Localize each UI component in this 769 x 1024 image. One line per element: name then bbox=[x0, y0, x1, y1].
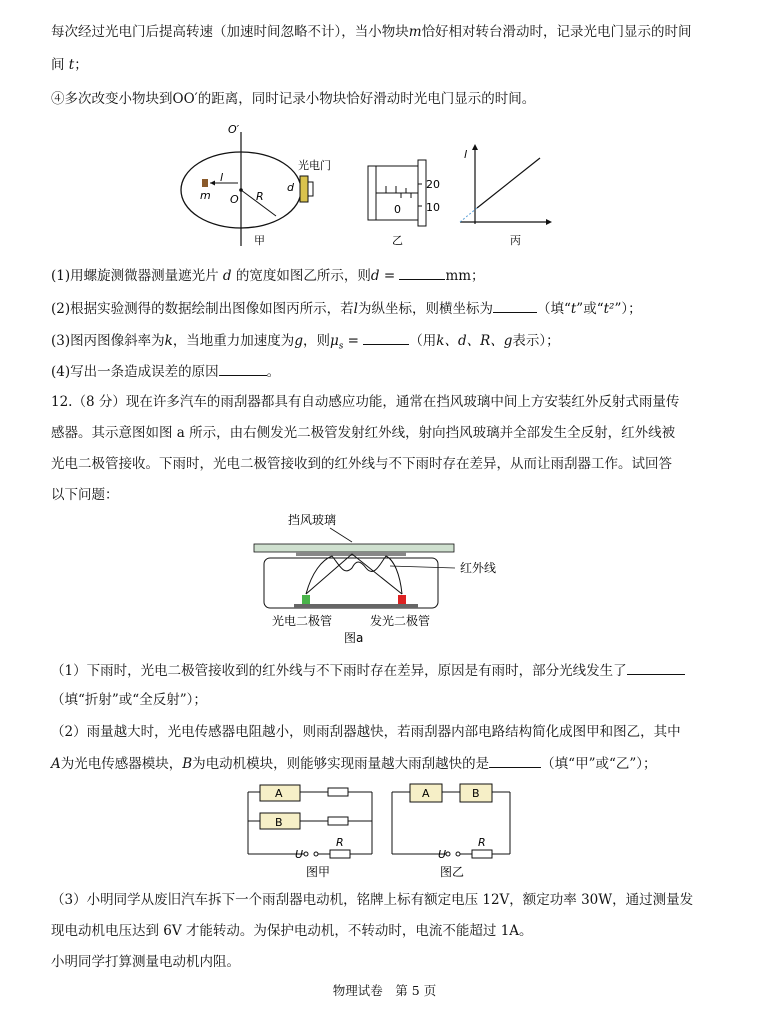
arrowhead bbox=[210, 181, 215, 186]
circuits bbox=[240, 778, 530, 882]
label-m: m bbox=[200, 189, 211, 202]
label-d: d bbox=[287, 181, 294, 194]
caption-bing: 丙 bbox=[510, 234, 521, 247]
label-R: R bbox=[336, 836, 344, 849]
text-line bbox=[51, 22, 692, 42]
text: = bbox=[379, 268, 400, 284]
graph-line bbox=[477, 158, 540, 208]
var-A: A bbox=[51, 756, 61, 772]
var-d: d bbox=[370, 268, 380, 284]
q4 bbox=[51, 361, 280, 382]
text: ”或“ bbox=[576, 301, 604, 317]
photodiode bbox=[302, 595, 310, 604]
step4-text: ④多次改变小物块到OO′的距离，同时记录小物块恰好滑动时光电门显示的时间。 bbox=[51, 91, 536, 107]
led bbox=[398, 595, 406, 604]
terminal bbox=[314, 852, 318, 856]
label-photogate: 光电门 bbox=[298, 159, 331, 172]
label-A: A bbox=[422, 787, 430, 800]
label-U: U bbox=[295, 848, 304, 861]
text: ，当地重力加速度为 bbox=[172, 333, 295, 349]
var-l: l bbox=[353, 301, 358, 317]
label-10: 10 bbox=[426, 201, 440, 214]
text: 表示）； bbox=[512, 333, 560, 349]
thimble bbox=[418, 160, 426, 226]
answer-blank[interactable] bbox=[627, 660, 685, 675]
caption-circuit-jia: 图甲 bbox=[306, 865, 331, 879]
text: （填“甲”或“乙”）； bbox=[541, 756, 657, 772]
windshield bbox=[254, 544, 454, 552]
label-0: 0 bbox=[394, 203, 401, 216]
pointer-line bbox=[390, 566, 455, 568]
terminal bbox=[456, 852, 460, 856]
sensor-box bbox=[264, 558, 438, 608]
s1-line2: （填“折射”或“全反射”）； bbox=[51, 692, 207, 708]
label-B: B bbox=[275, 816, 283, 829]
s2-line2 bbox=[51, 753, 657, 774]
text: (2)根据实验测得的数据绘制出图像如图丙所示，若 bbox=[51, 301, 354, 317]
var-k: k bbox=[164, 333, 173, 349]
label-R: R bbox=[478, 836, 486, 849]
q1 bbox=[51, 265, 485, 286]
label-R: R bbox=[256, 190, 264, 203]
var-t: t bbox=[570, 301, 577, 317]
photogate-slot bbox=[308, 182, 313, 196]
text: ”）； bbox=[614, 301, 642, 317]
caption-circuit-yi: 图乙 bbox=[440, 865, 465, 879]
label-photodiode: 光电二极管 bbox=[272, 614, 333, 628]
block-m bbox=[202, 179, 208, 187]
text: (4)写出一条造成误差的原因 bbox=[51, 364, 219, 380]
resistor bbox=[328, 817, 348, 825]
p12-line: 以下问题： bbox=[51, 487, 119, 503]
q3 bbox=[51, 330, 560, 357]
text: ； bbox=[74, 57, 88, 73]
p12-line: 感器。其示意图如图 a 所示，由右侧发光二极管发射红外线，射向挡风玻璃并全部发生全反射，红外线被 bbox=[51, 425, 676, 441]
text: 为电动机模块，则能够实现雨量越大雨刮越快的是 bbox=[192, 756, 490, 772]
ir-path bbox=[306, 554, 402, 594]
text: 。 bbox=[266, 364, 281, 380]
s3-line3: 小明同学打算测量电动机内阻。 bbox=[51, 954, 240, 970]
resistor-R bbox=[472, 850, 492, 858]
text: 每次经过光电门后提高转速（加速时间忽略不计），当小物块 bbox=[51, 24, 409, 40]
caption-yi: 乙 bbox=[392, 234, 403, 247]
p12-line: 光电二极管接收。下雨时，光电二极管接收到的红外线与不下雨时存在差异，从而让雨刮器工作。试回答 bbox=[51, 456, 672, 472]
text: 间 bbox=[51, 57, 65, 73]
q2 bbox=[51, 298, 642, 319]
label-l: l bbox=[220, 171, 224, 184]
var-t2: t² bbox=[603, 301, 615, 317]
photogate-icon bbox=[300, 176, 308, 202]
answer-blank[interactable] bbox=[489, 753, 541, 768]
text: (1)用螺旋测微器测量遮光片 bbox=[51, 268, 219, 284]
answer-blank[interactable] bbox=[219, 361, 267, 376]
caption-a: 图a bbox=[344, 631, 364, 645]
text: （填“ bbox=[536, 301, 571, 317]
pointer-line bbox=[330, 528, 352, 542]
label-A: A bbox=[275, 787, 283, 800]
caption-jia: 甲 bbox=[254, 234, 265, 247]
arrowhead bbox=[546, 219, 552, 225]
terminal bbox=[446, 852, 450, 856]
text: 恰好相对转台滑动时，记录光电门显示的时间 bbox=[421, 24, 692, 40]
var-d: d bbox=[222, 268, 232, 284]
page-footer: 物理试卷 第 5 页 bbox=[332, 983, 437, 998]
p12-line: 12.（8 分）现在许多汽车的雨刮器都具有自动感应功能，通常在挡风玻璃中间上方安装红外反射式雨量传 bbox=[51, 394, 680, 410]
label-ir: 红外线 bbox=[460, 561, 497, 575]
subscript-s: s bbox=[338, 341, 344, 352]
label-glass: 挡风玻璃 bbox=[288, 513, 337, 527]
label-O: O bbox=[230, 193, 239, 206]
figure-a bbox=[240, 508, 520, 650]
resistor-R bbox=[330, 850, 350, 858]
answer-blank[interactable] bbox=[493, 298, 537, 313]
var-g: g bbox=[294, 333, 303, 349]
text: = bbox=[343, 333, 364, 349]
text: 的宽度如图乙所示，则 bbox=[235, 268, 371, 284]
ir-path-wavy bbox=[306, 556, 402, 594]
resistor bbox=[328, 788, 348, 796]
s2-line1: （2）雨量越大时，光电传感器电阻越小，则雨刮器越快，若雨刮器内部电路结构简化成图甲和图乙，其中 bbox=[51, 724, 681, 740]
terminal bbox=[304, 852, 308, 856]
text: mm； bbox=[445, 268, 485, 284]
vars: k、d、R、g bbox=[436, 333, 513, 349]
center-point bbox=[239, 188, 243, 192]
arrowhead bbox=[472, 144, 478, 150]
label-led: 发光二极管 bbox=[370, 614, 431, 628]
label-20: 20 bbox=[426, 178, 440, 191]
answer-blank[interactable] bbox=[399, 265, 445, 280]
label-O-prime: O′ bbox=[228, 123, 240, 136]
label-l: l bbox=[464, 148, 468, 161]
label-U: U bbox=[438, 848, 447, 861]
text: 为纵坐标，则横坐标为 bbox=[357, 301, 493, 317]
var-B: B bbox=[182, 756, 193, 772]
text-line bbox=[51, 55, 88, 75]
s1-line1 bbox=[51, 660, 685, 681]
var-mu: μ bbox=[329, 333, 339, 349]
label-B: B bbox=[472, 787, 480, 800]
text: 为光电传感器模块， bbox=[60, 756, 183, 772]
text: （1）下雨时，光电二极管接收到的红外线与不下雨时存在差异，原因是有雨时，部分光线发生了 bbox=[51, 663, 627, 679]
text: ，则 bbox=[302, 333, 330, 349]
text: (3)图丙图像斜率为 bbox=[51, 333, 165, 349]
s3-line1: （3）小明同学从废旧汽车拆下一个雨刮器电动机，铭牌上标有额定电压 12V，额定功率 30W，通过测量发 bbox=[51, 892, 694, 908]
var-m: m bbox=[408, 24, 422, 40]
answer-blank[interactable] bbox=[363, 330, 409, 345]
text: （用 bbox=[409, 333, 437, 349]
figure-jia-yi-bing bbox=[170, 118, 570, 250]
base-plate bbox=[294, 604, 418, 608]
s3-line2: 现电动机电压达到 6V 才能转动。为保护电动机，不转动时，电流不能超过 1A。 bbox=[51, 923, 533, 939]
var-t: t bbox=[68, 57, 75, 73]
